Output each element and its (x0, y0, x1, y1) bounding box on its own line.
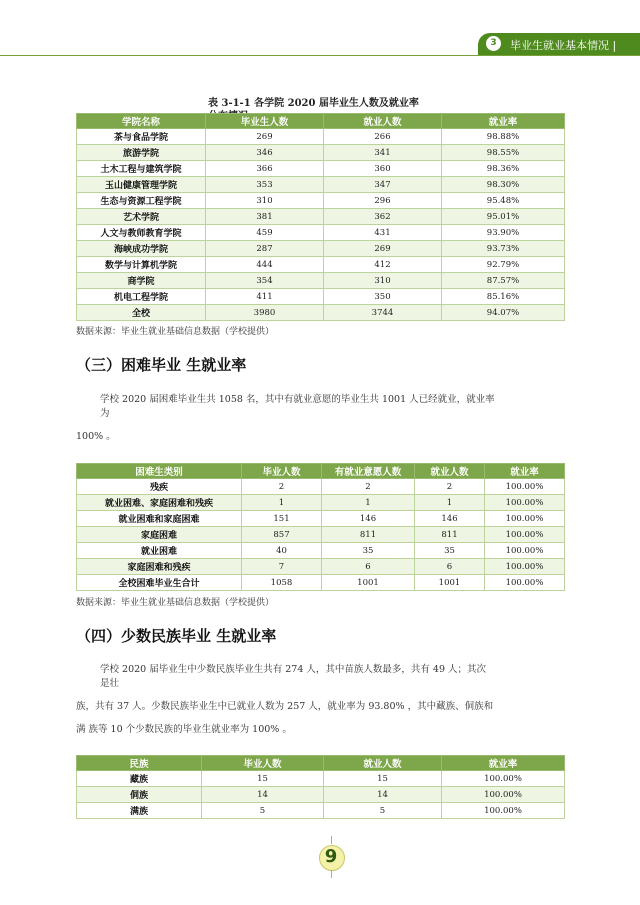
table3 (76, 755, 565, 819)
table-cell: 811 (322, 527, 415, 543)
chapter-title: 毕业生就业基本情况 | (510, 39, 617, 52)
table1-header-cell: 学院名称 (77, 114, 206, 129)
table-cell: 146 (415, 511, 485, 527)
table-cell: 3744 (324, 305, 442, 321)
table-row (77, 289, 565, 305)
row-label: 机电工程学院 (77, 289, 206, 305)
table-cell: 35 (322, 543, 415, 559)
table-cell: 1001 (415, 575, 485, 591)
table-cell: 15 (202, 771, 324, 787)
table-cell: 100.00% (485, 575, 565, 591)
row-label: 就业困难、家庭困难和残疾 (77, 495, 242, 511)
table2-header-cell: 有就业意愿人数 (322, 464, 415, 479)
table-row (77, 771, 565, 787)
table-cell: 287 (206, 241, 324, 257)
table-cell: 2 (415, 479, 485, 495)
table-cell: 2 (322, 479, 415, 495)
table-cell: 100.00% (485, 543, 565, 559)
table-cell: 7 (242, 559, 322, 575)
table3-header-row (77, 756, 565, 771)
page-number-line-bottom (331, 870, 332, 878)
table1-header-cell: 毕业生人数 (206, 114, 324, 129)
table3-header-cell: 毕业人数 (202, 756, 324, 771)
section4-para-line1: 学校 2020 届毕业生中少数民族毕业生共有 274 人，其中苗族人数最多，共有 49 人；其次 (100, 664, 487, 675)
table-cell: 444 (206, 257, 324, 273)
table-row (77, 543, 565, 559)
row-label: 就业困难 (77, 543, 242, 559)
table-cell: 94.07% (442, 305, 565, 321)
row-label: 人文与教师教育学院 (77, 225, 206, 241)
table-cell: 5 (324, 803, 442, 819)
table-cell: 98.36% (442, 161, 565, 177)
row-label: 家庭困难和残疾 (77, 559, 242, 575)
table-cell: 412 (324, 257, 442, 273)
table1-source: 数据来源：毕业生就业基础信息数据（学校提供） (76, 327, 275, 337)
table-cell: 35 (415, 543, 485, 559)
table-cell: 1 (415, 495, 485, 511)
table-row (77, 241, 565, 257)
table-cell: 100.00% (485, 511, 565, 527)
table2-header-row (77, 464, 565, 479)
table-row (77, 479, 565, 495)
table-cell: 100.00% (442, 771, 565, 787)
table-cell: 266 (324, 129, 442, 145)
table2-header-cell: 就业率 (485, 464, 565, 479)
table-cell: 269 (324, 241, 442, 257)
table-row (77, 495, 565, 511)
table-cell: 362 (324, 209, 442, 225)
table1-header-cell: 就业率 (442, 114, 565, 129)
table-row (77, 209, 565, 225)
table-cell: 381 (206, 209, 324, 225)
table-cell: 87.57% (442, 273, 565, 289)
table-cell: 14 (202, 787, 324, 803)
section3-para-line1: 学校 2020 届困难毕业生共 1058 名，其中有就业意愿的毕业生共 1001 人已经就业，就业率 (100, 394, 495, 405)
table-cell: 93.73% (442, 241, 565, 257)
table2-header-cell: 困难生类别 (77, 464, 242, 479)
table-cell: 353 (206, 177, 324, 193)
table-cell: 15 (324, 771, 442, 787)
table-cell: 85.16% (442, 289, 565, 305)
table-cell: 92.79% (442, 257, 565, 273)
row-label: 侗族 (77, 787, 202, 803)
table-cell: 1001 (322, 575, 415, 591)
table1-header-row (77, 114, 565, 129)
table-cell: 100.00% (485, 559, 565, 575)
row-label: 就业困难和家庭困难 (77, 511, 242, 527)
row-label: 艺术学院 (77, 209, 206, 225)
table-cell: 93.90% (442, 225, 565, 241)
table-cell: 1 (322, 495, 415, 511)
table3-header-cell: 就业率 (442, 756, 565, 771)
table-cell: 2 (242, 479, 322, 495)
table-cell: 98.30% (442, 177, 565, 193)
row-label: 玉山健康管理学院 (77, 177, 206, 193)
table3-header-cell: 就业人数 (324, 756, 442, 771)
row-label: 数学与计算机学院 (77, 257, 206, 273)
table-cell: 6 (415, 559, 485, 575)
table-cell: 431 (324, 225, 442, 241)
table-cell: 3980 (206, 305, 324, 321)
row-label: 家庭困难 (77, 527, 242, 543)
table-cell: 100.00% (442, 787, 565, 803)
section4-para-line4: 满 族等 10 个少数民族的毕业生就业率为 100% 。 (76, 724, 292, 735)
table-cell: 6 (322, 559, 415, 575)
table-cell: 354 (206, 273, 324, 289)
row-label: 全校困难毕业生合计 (77, 575, 242, 591)
table-cell: 1058 (242, 575, 322, 591)
table-row (77, 787, 565, 803)
section4-para-line2: 是壮 (100, 678, 120, 689)
table-row (77, 305, 565, 321)
table-row (77, 161, 565, 177)
table2-source: 数据来源：毕业生就业基础信息数据（学校提供） (76, 598, 275, 608)
table-cell: 811 (415, 527, 485, 543)
table-cell: 100.00% (485, 479, 565, 495)
table-row (77, 803, 565, 819)
table-cell: 346 (206, 145, 324, 161)
chapter-tab (478, 33, 640, 55)
table-cell: 98.55% (442, 145, 565, 161)
table-cell: 100.00% (442, 803, 565, 819)
page-number: 9 (316, 842, 346, 872)
section4-title: （四）少数民族毕业 生就业率 (76, 627, 277, 645)
row-label: 茶与食品学院 (77, 129, 206, 145)
table-row (77, 511, 565, 527)
table-row (77, 177, 565, 193)
table2 (76, 463, 565, 591)
table-row (77, 193, 565, 209)
table-cell: 310 (324, 273, 442, 289)
row-label: 土木工程与建筑学院 (77, 161, 206, 177)
chapter-number: 3 (486, 36, 501, 51)
table3-header-cell: 民族 (77, 756, 202, 771)
table-row (77, 527, 565, 543)
table-cell: 95.01% (442, 209, 565, 225)
table-row (77, 225, 565, 241)
table1-caption: 表 3-1-1 各学院 2020 届毕业生人数及就业率 (208, 98, 419, 109)
row-label: 全校 (77, 305, 206, 321)
table1-header-cell: 就业人数 (324, 114, 442, 129)
table-cell: 366 (206, 161, 324, 177)
table-row (77, 129, 565, 145)
table-row (77, 575, 565, 591)
row-label: 藏族 (77, 771, 202, 787)
table-cell: 857 (242, 527, 322, 543)
table2-header-cell: 毕业人数 (242, 464, 322, 479)
section3-para-line2: 为 (100, 408, 110, 419)
table-cell: 98.88% (442, 129, 565, 145)
section3-para-line3: 100% 。 (76, 431, 116, 442)
table1 (76, 113, 565, 321)
table-cell: 100.00% (485, 495, 565, 511)
row-label: 旅游学院 (77, 145, 206, 161)
row-label: 海峡成功学院 (77, 241, 206, 257)
table-cell: 296 (324, 193, 442, 209)
table-cell: 347 (324, 177, 442, 193)
table-cell: 459 (206, 225, 324, 241)
table-row (77, 559, 565, 575)
table-cell: 151 (242, 511, 322, 527)
table-cell: 5 (202, 803, 324, 819)
table-cell: 100.00% (485, 527, 565, 543)
table2-header-cell: 就业人数 (415, 464, 485, 479)
section3-title: （三）困难毕业 生就业率 (76, 356, 247, 374)
table-cell: 350 (324, 289, 442, 305)
table-cell: 360 (324, 161, 442, 177)
table-cell: 95.48% (442, 193, 565, 209)
row-label: 残疾 (77, 479, 242, 495)
table-cell: 146 (322, 511, 415, 527)
table-cell: 269 (206, 129, 324, 145)
table-cell: 40 (242, 543, 322, 559)
table-row (77, 257, 565, 273)
table-row (77, 273, 565, 289)
table-row (77, 145, 565, 161)
row-label: 商学院 (77, 273, 206, 289)
section4-para-line3: 族，共有 37 人。少数民族毕业生中已就业人数为 257 人，就业率为 93.80% ，其中藏族、侗族和 (76, 701, 494, 712)
table-cell: 341 (324, 145, 442, 161)
header-rule (0, 55, 640, 56)
table-cell: 1 (242, 495, 322, 511)
row-label: 满族 (77, 803, 202, 819)
table-cell: 310 (206, 193, 324, 209)
row-label: 生态与资源工程学院 (77, 193, 206, 209)
table-cell: 14 (324, 787, 442, 803)
table-cell: 411 (206, 289, 324, 305)
